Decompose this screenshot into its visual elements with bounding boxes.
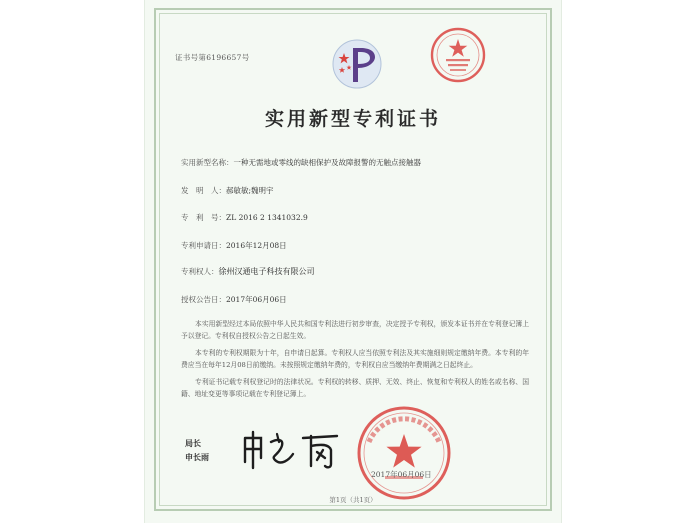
handwritten-signature-icon [241, 428, 361, 472]
patentee-value: 徐州汉通电子科技有限公司 [218, 267, 315, 276]
filing-date-label: 专利申请日： [181, 241, 226, 250]
signatory-name: 申长雨 [185, 452, 209, 462]
patent-number-label: 专 利 号： [181, 213, 226, 222]
grant-date-field [181, 294, 287, 305]
patent-certificate [144, 0, 562, 523]
certificate-body [181, 318, 529, 405]
filing-date-field [181, 240, 287, 251]
utility-model-name-value: 一种无需地或零线的缺相保护及故障报警的无触点接触器 [233, 158, 421, 167]
page-number: 第1页（共1页） [329, 496, 377, 504]
inventor-value: 郝敏敏;魏明宇 [226, 186, 274, 195]
official-seal-icon [355, 404, 453, 502]
certificate-title: 实用新型专利证书 [264, 108, 441, 130]
utility-model-name-label: 实用新型名称： [181, 158, 234, 167]
grant-date-label: 授权公告日： [181, 295, 226, 304]
inventor-field [181, 185, 274, 196]
patentee-field [181, 266, 315, 277]
signature-block [185, 436, 209, 464]
body-paragraph: 专利证书记载专利权登记时的法律状况。专利权的转移、质押、无效、终止、恢复和专利权人的姓名或名称、国籍、地址变更等事项记载在专利登记簿上。 [181, 378, 529, 398]
filing-date-value: 2016年12月08日 [226, 241, 287, 250]
grant-date-value: 2017年06月06日 [226, 295, 287, 304]
patent-number-value: ZL 2016 2 1341032.9 [226, 213, 308, 222]
certificate-number: 证书号第6196657号 [175, 53, 250, 62]
annual-fee-seal-icon [429, 26, 487, 84]
cnipa-logo-icon [331, 38, 383, 90]
office-title: 局长 [185, 438, 201, 448]
patentee-label: 专利权人： [181, 267, 219, 276]
body-paragraph: 本专利的专利权期限为十年，自申请日起算。专利权人应当依照专利法及其实施细则规定缴纳年费。本专利的年费应当在每年12月08日前缴纳。未按照规定缴纳年费的，专利权自应当缴纳年费期满之日起终止。 [181, 349, 529, 369]
seal-date: 2017年06月06日 [371, 470, 432, 479]
inventor-label: 发 明 人： [181, 186, 226, 195]
patent-number-field [181, 212, 308, 223]
utility-model-name-field [181, 157, 421, 168]
body-paragraph: 本实用新型经过本局依照中华人民共和国专利法进行初步审查，决定授予专利权，颁发本证书并在专利登记簿上予以登记。专利权自授权公告之日起生效。 [181, 320, 529, 340]
